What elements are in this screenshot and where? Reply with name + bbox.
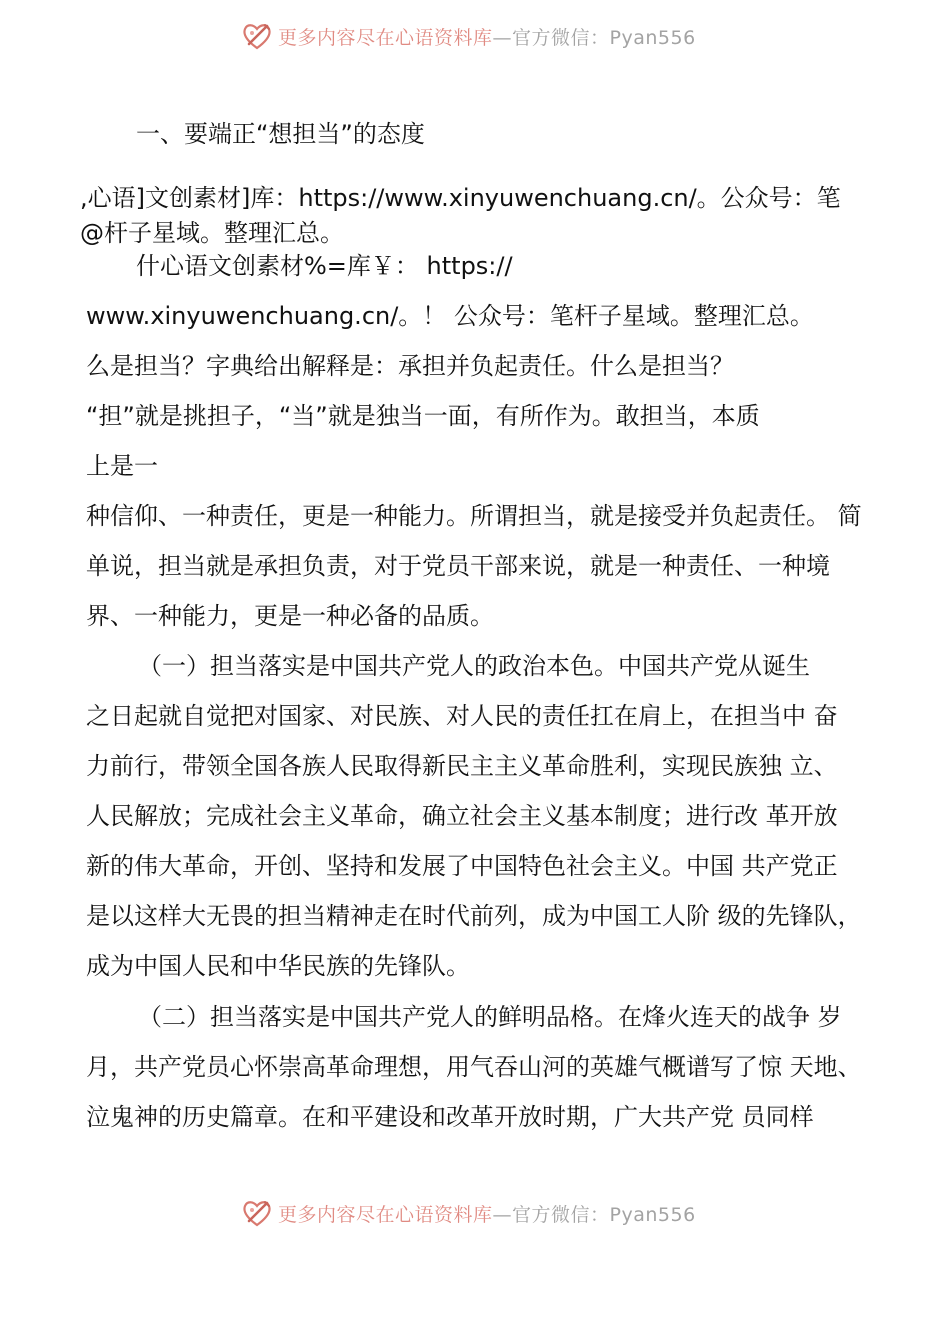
- text-line: 是以这样大无畏的担当精神走在时代前列，成为中国工人阶 级的先锋队，: [86, 902, 862, 930]
- text-line: 种信仰、一种责任，更是一种能力。所谓担当，就是接受并负起责任。 简: [86, 502, 862, 530]
- section-heading: 一、要端正“想担当”的态度: [136, 120, 425, 148]
- text-line: 界、一种能力，更是一种必备的品质。: [86, 602, 494, 630]
- text-line: （一）担当落实是中国共产党人的政治本色。中国共产党从诞生: [138, 652, 810, 680]
- header-wechat-id: Pyan556: [609, 26, 696, 49]
- footer-wechat-text: —官方微信：: [492, 1203, 610, 1226]
- heart-pen-logo-icon: [240, 19, 274, 53]
- header-wechat-text: —官方微信：: [492, 26, 610, 49]
- text-line: 单说，担当就是承担负责，对于党员干部来说，就是一种责任、一种境: [86, 552, 830, 580]
- heart-pen-logo-icon: [240, 1196, 274, 1230]
- footer-banner-text: [278, 1200, 696, 1227]
- text-line: www.xinyuwenchuang.cn/。！ 公众号：笔杆子星域。整理汇总。: [86, 302, 814, 330]
- text-line: 成为中国人民和中华民族的先锋队。: [86, 952, 470, 980]
- text-line: 泣鬼神的历史篇章。在和平建设和改革开放时期，广大共产党 员同样: [86, 1103, 814, 1131]
- footer-site-text: 更多内容尽在心语资料库: [278, 1203, 493, 1226]
- footer-wechat-id: Pyan556: [609, 1203, 696, 1226]
- text-line: 之日起就自觉把对国家、对民族、对人民的责任扛在肩上，在担当中 奋: [86, 702, 838, 730]
- header-banner: [240, 16, 696, 56]
- header-site-text: 更多内容尽在心语资料库: [278, 26, 493, 49]
- footer-banner: [240, 1193, 696, 1233]
- header-banner-text: [278, 23, 696, 50]
- text-line: （二）担当落实是中国共产党人的鲜明品格。在烽火连天的战争 岁: [138, 1003, 842, 1031]
- text-line: 力前行，带领全国各族人民取得新民主主义革命胜利，实现民族独 立、: [86, 752, 838, 780]
- text-line: 什心语文创素材%=库￥： https://: [136, 252, 513, 280]
- text-line: 新的伟大革命，开创、坚持和发展了中国特色社会主义。中国 共产党正: [86, 852, 838, 880]
- text-line: @杆子星域。整理汇总。: [80, 219, 344, 247]
- text-line: ,心语]文创素材]库：https://www.xinyuwenchuang.cn/。公众号：笔: [80, 184, 841, 212]
- text-line: “担”就是挑担子，“当”就是独当一面，有所作为。敢担当，本质: [86, 402, 760, 430]
- text-line: 月，共产党员心怀崇高革命理想，用气吞山河的英雄气概谱写了惊 天地、: [86, 1053, 862, 1081]
- text-line: 么是担当？字典给出解释是：承担并负起责任。什么是担当？: [86, 352, 734, 380]
- text-line: 上是一: [86, 452, 158, 480]
- text-line: 人民解放；完成社会主义革命，确立社会主义基本制度；进行改 革开放: [86, 802, 838, 830]
